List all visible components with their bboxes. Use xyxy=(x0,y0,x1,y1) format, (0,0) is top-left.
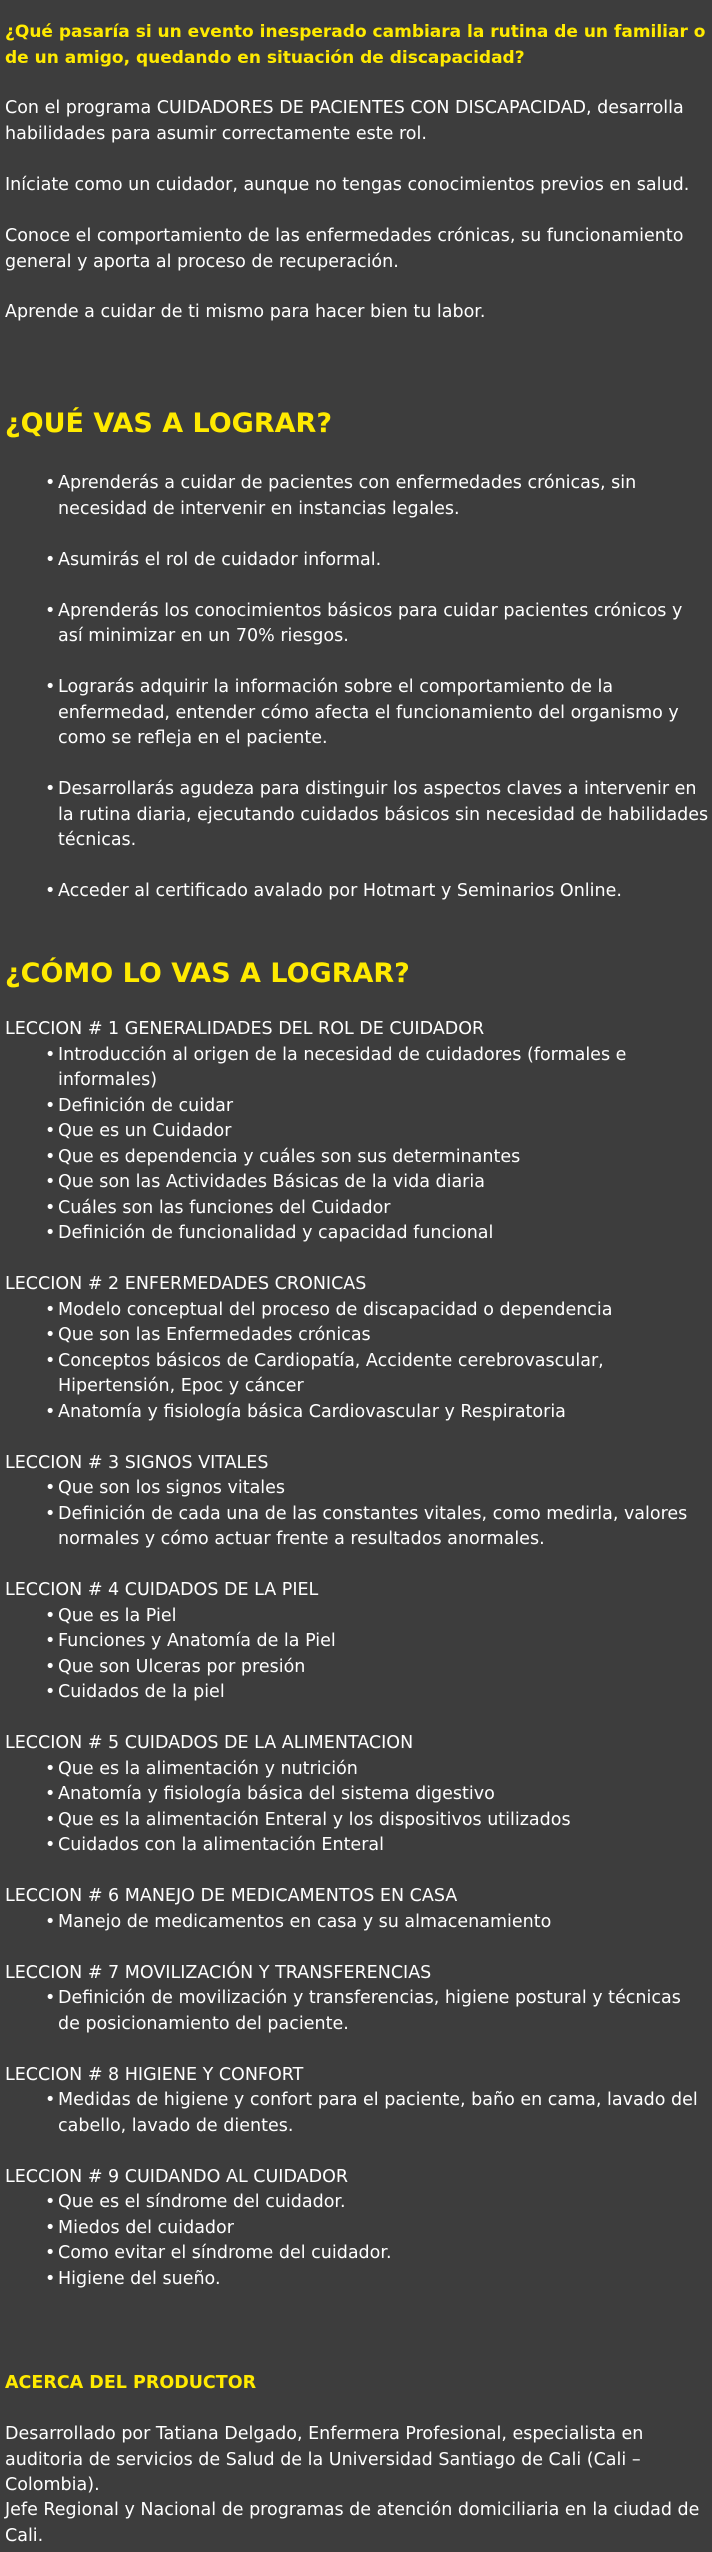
lesson-topic: • Definición de movilización y transferencias, higiene postural y técnicas de posicionamiento del paciente. xyxy=(45,1986,712,2037)
lesson-topics xyxy=(0,1298,712,1426)
lesson-topic: • Que son los signos vitales xyxy=(45,1476,712,1502)
lesson xyxy=(0,1272,712,1425)
intro-paragraph: Conoce el comportamiento de las enfermedades crónicas, su funcionamiento general y aporta al proceso de recuperación. xyxy=(5,226,684,272)
lesson-topic: • Cuidados con la alimentación Enteral xyxy=(45,1833,712,1859)
lesson-title: LECCION # 4 CUIDADOS DE LA PIEL xyxy=(5,1580,319,1600)
lesson-topics xyxy=(0,1986,712,2037)
lesson-title: LECCION # 7 MOVILIZACIÓN Y TRANSFERENCIAS xyxy=(5,1962,432,1983)
goals-heading: ¿QUÉ VAS A LOGRAR? xyxy=(5,408,332,439)
goal-item: • Aprenderás los conocimientos básicos para cuidar pacientes crónicos y así minimizar en un 70% riesgos. xyxy=(45,599,712,650)
lesson-topic: • Modelo conceptual del proceso de discapacidad o dependencia xyxy=(45,1298,712,1324)
intro-paragraph: Con el programa CUIDADORES DE PACIENTES CON DISCAPACIDAD, desarrolla habilidades para asumir correctamente este rol. xyxy=(5,98,684,144)
lesson-topic: • Miedos del cuidador xyxy=(45,2216,712,2242)
lesson-title: LECCION # 9 CUIDANDO AL CUIDADOR xyxy=(5,2166,349,2187)
lesson-topic: • Anatomía y fisiología básica del sistema digestivo xyxy=(45,1782,712,1808)
goals-list xyxy=(0,471,712,905)
lesson-topic: • Cuidados de la piel xyxy=(45,1680,712,1706)
lesson-topics xyxy=(0,1757,712,1859)
lesson xyxy=(0,1578,712,1706)
goal-item: • Lograrás adquirir la información sobre el comportamiento de la enfermedad, entender cómo afecta el funcionamiento del organismo y como se refleja en el paciente. xyxy=(45,675,712,752)
lesson xyxy=(0,2165,712,2293)
lesson-topic: • Introducción al origen de la necesidad de cuidadores (formales e informales) xyxy=(45,1043,712,1094)
intro-paragraph: Iníciate como un cuidador, aunque no tengas conocimientos previos en salud. xyxy=(5,175,690,195)
curriculum-heading: ¿CÓMO LO VAS A LOGRAR? xyxy=(5,958,410,989)
producer-paragraph: Desarrollado por Tatiana Delgado, Enfermera Profesional, especialista en auditoria de servicios de Salud de la Universidad Santiago de Cali (Cali – Colombia). xyxy=(5,2424,644,2495)
lesson-topic: • Manejo de medicamentos en casa y su almacenamiento xyxy=(45,1910,712,1936)
lesson-topic: • Que es el síndrome del cuidador. xyxy=(45,2190,712,2216)
lesson xyxy=(0,1961,712,2038)
producer-heading: ACERCA DEL PRODUCTOR xyxy=(5,2373,257,2393)
lesson-topic: • Conceptos básicos de Cardiopatía, Accidente cerebrovascular, Hipertensión, Epoc y cáncer xyxy=(45,1349,712,1400)
intro-question: ¿Qué pasaría si un evento inesperado cambiara la rutina de un familiar o de un amigo, quedando en situación de discapacidad? xyxy=(5,22,706,68)
goal-item: • Aprenderás a cuidar de pacientes con enfermedades crónicas, sin necesidad de intervenir en instancias legales. xyxy=(45,471,712,522)
lesson-topics xyxy=(0,1604,712,1706)
lesson-topic: • Definición de funcionalidad y capacidad funcional xyxy=(45,1221,712,1247)
goal-item: • Desarrollarás agudeza para distinguir los aspectos claves a intervenir en la rutina diaria, ejecutando cuidados básicos sin necesidad de habilidades técnicas. xyxy=(45,777,712,854)
lesson-topic: • Que son las Enfermedades crónicas xyxy=(45,1323,712,1349)
lesson-topics xyxy=(0,2190,712,2292)
goals-section xyxy=(0,471,712,930)
lesson-title: LECCION # 5 CUIDADOS DE LA ALIMENTACION xyxy=(5,1733,414,1753)
lesson-topic: • Que son Ulceras por presión xyxy=(45,1655,712,1681)
lesson-topics xyxy=(0,2088,712,2139)
lesson-topic: • Medidas de higiene y confort para el paciente, baño en cama, lavado del cabello, lavado de dientes. xyxy=(45,2088,712,2139)
lesson-title: LECCION # 3 SIGNOS VITALES xyxy=(5,1452,269,1473)
lesson-title: LECCION # 2 ENFERMEDADES CRONICAS xyxy=(5,1274,367,1294)
goal-item: • Asumirás el rol de cuidador informal. xyxy=(45,548,712,574)
lesson-topic: • Anatomía y fisiología básica Cardiovascular y Respiratoria xyxy=(45,1400,712,1426)
lesson xyxy=(0,2063,712,2140)
lesson-title: LECCION # 1 GENERALIDADES DEL ROL DE CUIDADOR xyxy=(5,1019,485,1039)
lesson-topic: • Que es la alimentación y nutrición xyxy=(45,1757,712,1783)
lesson-topics xyxy=(0,1476,712,1553)
lesson-topic: • Que son las Actividades Básicas de la vida diaria xyxy=(45,1170,712,1196)
lesson-topic: • Higiene del sueño. xyxy=(45,2267,712,2293)
lesson xyxy=(0,1017,712,1247)
lesson-topic: • Que es la alimentación Enteral y los dispositivos utilizados xyxy=(45,1808,712,1834)
lesson-topic: • Definición de cuidar xyxy=(45,1094,712,1120)
curriculum-section xyxy=(0,1017,712,2318)
intro-paragraph: Aprende a cuidar de ti mismo para hacer bien tu labor. xyxy=(5,302,486,322)
lesson-topics xyxy=(0,1043,712,1247)
goal-item: • Acceder al certificado avalado por Hotmart y Seminarios Online. xyxy=(45,879,712,905)
lesson-topic: • Que es dependencia y cuáles son sus determinantes xyxy=(45,1145,712,1171)
lesson xyxy=(0,1451,712,1553)
lesson xyxy=(0,1731,712,1859)
lesson-topics xyxy=(0,1910,712,1936)
lesson-topic: • Funciones y Anatomía de la Piel xyxy=(45,1629,712,1655)
lesson-title: LECCION # 8 HIGIENE Y CONFORT xyxy=(5,2064,304,2085)
lesson-topic: • Que es un Cuidador xyxy=(45,1119,712,1145)
lesson-topic: • Definición de cada una de las constantes vitales, como medirla, valores normales y cómo actuar frente a resultados anormales. xyxy=(45,1502,712,1553)
lesson-title: LECCION # 6 MANEJO DE MEDICAMENTOS EN CASA xyxy=(5,1886,458,1906)
producer-paragraph: Jefe Regional y Nacional de programas de atención domiciliaria en la ciudad de Cali. xyxy=(5,2500,700,2546)
lesson-topic: • Cuáles son las funciones del Cuidador xyxy=(45,1196,712,1222)
lesson-topic: • Que es la Piel xyxy=(45,1604,712,1630)
lesson-topic: • Como evitar el síndrome del cuidador. xyxy=(45,2241,712,2267)
lesson xyxy=(0,1884,712,1935)
